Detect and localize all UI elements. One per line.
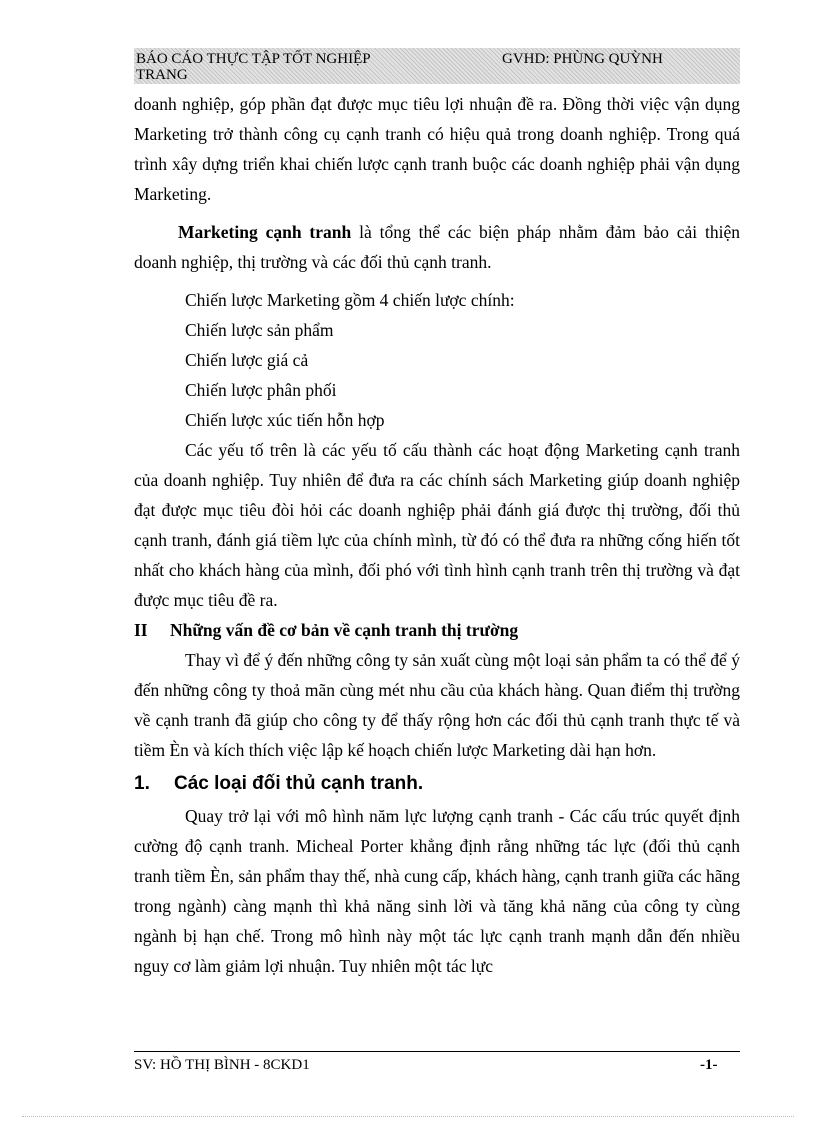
section-heading-1 <box>134 771 740 797</box>
list-item: Chiến lược sản phẩm <box>185 320 334 340</box>
section-title: Các loại đối thủ cạnh tranh. <box>174 773 424 794</box>
paragraph: Thay vì để ý đến những công ty sản xuất cùng một loại sản phẩm ta có thể để ý đến những công ty thoả mãn cùng mét nhu cầu của khách hàng. Quan điểm thị trường về cạnh tranh đã giúp cho công ty để thấy rộng hơn các đối thủ cạnh tranh thực tế và tiềm Èn và kích thích việc lập kế hoạch chiến lược Marketing dài hạn hơn. <box>134 650 740 760</box>
list-item: Chiến lược xúc tiến hỗn hợp <box>185 410 385 430</box>
page-bottom-edge <box>22 1116 794 1117</box>
definition-text: là tổng thể các biện pháp nhằm đảm bảo cải thiện doanh nghiệp, thị trường và các đối thủ cạnh tranh. <box>134 222 741 272</box>
paragraph: doanh nghiệp, góp phần đạt được mục tiêu lợi nhuận đề ra. Đồng thời việc vận dụng Marketing trở thành công cụ cạnh tranh có hiệu quả trong doanh nghiệp. Trong quá trình xây dựng triển khai chiến lược cạnh tranh buộc các doanh nghiệp phải vận dụng Marketing. <box>134 94 740 204</box>
list-item: Chiến lược phân phối <box>185 380 337 400</box>
term-bold: Marketing cạnh tranh <box>178 222 352 242</box>
header-report-title: BÁO CÁO THỰC TẬP TỐT NGHIỆP <box>136 51 371 67</box>
document-body <box>134 89 740 981</box>
section-title: Những vấn đề cơ bản về cạnh tranh thị trường <box>170 620 519 640</box>
section-number: 1. <box>134 773 150 794</box>
paragraph: Quay trở lại với mô hình năm lực lượng cạnh tranh - Các cấu trúc quyết định cường độ cạnh tranh. Micheal Porter khẳng định rằng những tác lực (đối thủ cạnh tranh tiềm Èn, sản phẩm thay thế, nhà cung cấp, khách hàng, cạnh tranh giữa các hãng trong ngành) càng mạnh thì khả năng sinh lời và tăng khả năng của công ty cùng ngành bị hạn chế. Trong mô hình này một tác lực cạnh tranh mạnh dẫn đến nhiều nguy cơ làm giảm lợi nhuận. Tuy nhiên một tác lực <box>134 806 740 976</box>
list-intro: Chiến lược Marketing gồm 4 chiến lược chính: <box>185 290 515 310</box>
header-advisor-continued: TRANG <box>136 67 188 83</box>
footer-divider <box>134 1051 740 1052</box>
footer-student: SV: HỒ THỊ BÌNH - 8CKD1 <box>134 1057 310 1073</box>
page-header <box>134 48 740 84</box>
paragraph: Các yếu tố trên là các yếu tố cấu thành các hoạt động Marketing cạnh tranh của doanh nghiệp. Tuy nhiên để đưa ra các chính sách Marketing giúp doanh nghiệp đạt được mục tiêu đòi hỏi các doanh nghiệp phải đánh giá được thị trường, đối thủ cạnh tranh, đánh giá tiềm lực của chính mình, từ đó có thể đưa ra những cống hiến tốt nhất cho khách hàng của mình, đối phó với tình hình cạnh tranh trên thị trường và đạt được mục tiêu đề ra. <box>134 440 740 610</box>
section-number: II <box>134 620 148 640</box>
section-heading-ii <box>134 615 740 645</box>
page-number: -1- <box>700 1057 718 1073</box>
paragraph-definition <box>134 217 740 277</box>
list-item: Chiến lược giá cả <box>185 350 309 370</box>
header-advisor: GVHD: PHÙNG QUỲNH <box>502 51 663 67</box>
